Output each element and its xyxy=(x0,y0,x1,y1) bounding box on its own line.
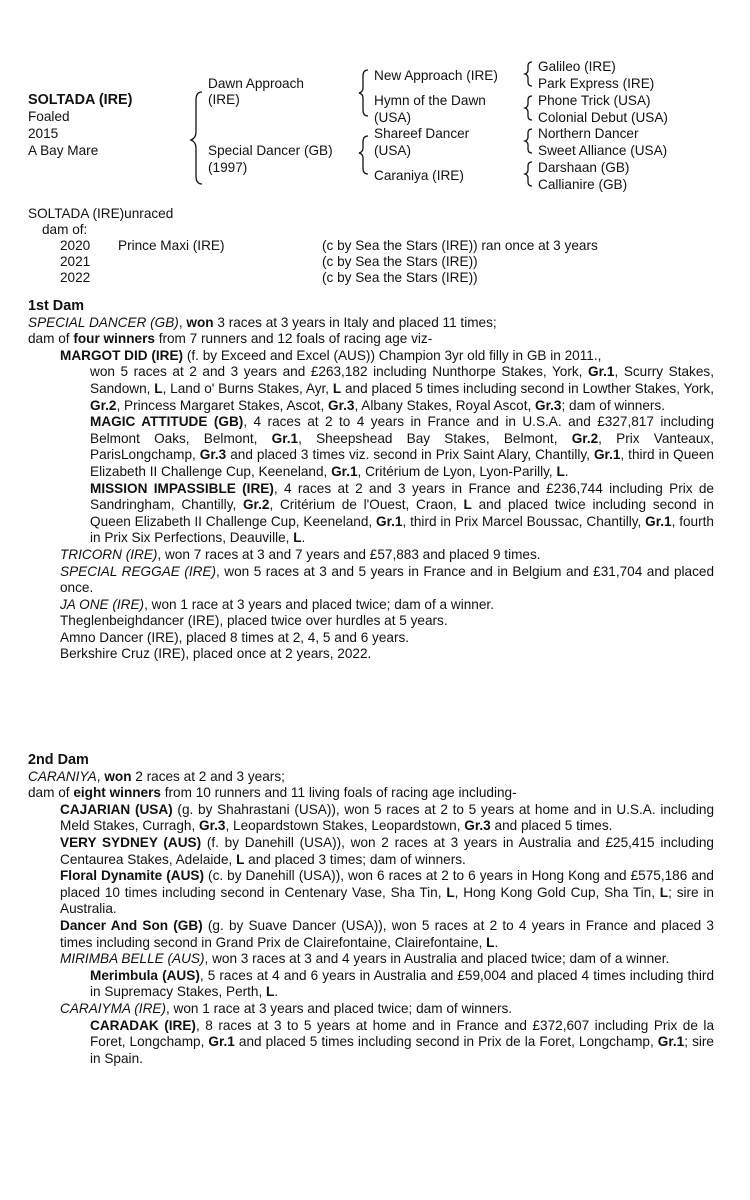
sire-name: Dawn Approach xyxy=(208,76,304,91)
ds-sire: Northern Dancer xyxy=(538,126,639,141)
dam-brace xyxy=(359,136,368,174)
dam-dam: Caraniya (IRE) xyxy=(374,168,464,183)
second-dam-heading: 2nd Dam xyxy=(28,752,89,768)
foaled-label: Foaled xyxy=(28,109,70,124)
ss-brace xyxy=(525,62,532,86)
entry-mission-impassible: MISSION IMPASSIBLE (IRE), 4 races at 2 and 3 years in France and £236,744 including Prix de Sandringham, Chantilly, Gr.2, Critérium de l'Ouest, Craon, L and placed twice including second in Queen Elizabeth II Challenge Cup, Keeneland, Gr.1, third in Prix Marcel Boussac, Chantilly, Gr.1, fourth in Prix Six Perfections, Deauville, L. xyxy=(90,480,714,546)
produce-year: 2020 xyxy=(60,238,91,253)
dam-sire: Shareef Dancer xyxy=(374,126,470,141)
entry-merimbula: Merimbula (AUS), 5 races at 4 and 6 years in Australia and £59,004 and placed 4 times including third in Supremacy Stakes, Perth, L. xyxy=(90,967,714,1000)
sire-sire: New Approach (IRE) xyxy=(374,68,498,83)
entry-magic-attitude: MAGIC ATTITUDE (GB), 4 races at 2 to 4 years in France and in U.S.A. and £327,817 including Belmont Oaks, Belmont, Gr.1, Sheepshead Bay Stakes, Belmont, Gr.2, Prix Vanteaux, ParisLongchamp, Gr.3 and placed 3 times viz. second in Prix Saint Alary, Chantilly, Gr.1, third in Queen Elizabeth II Challenge Cup, Keeneland, Gr.1, Critérium de Lyon, Lyon-Parilly, L. xyxy=(90,414,715,479)
sire-dam: Hymn of the Dawn xyxy=(374,93,486,108)
horse-name: SOLTADA (IRE) xyxy=(28,92,133,108)
produce-note: (c by Sea the Stars (IRE)) ran once at 3 years xyxy=(322,238,598,253)
first-dam-line: SPECIAL DANCER (GB), won 3 races at 3 years in Italy and placed 11 times; xyxy=(28,314,497,330)
dd-sire: Darshaan (GB) xyxy=(538,160,630,175)
dam-year: (1997) xyxy=(208,160,248,175)
main-brace xyxy=(191,92,202,184)
sire-dam-country: (USA) xyxy=(374,110,412,125)
entry-berkshire-cruz: Berkshire Cruz (IRE), placed once at 2 years, 2022. xyxy=(60,646,372,662)
sd-dam: Colonial Debut (USA) xyxy=(538,110,668,125)
sire-brace xyxy=(359,70,368,116)
dam-name: Special Dancer (GB) xyxy=(208,143,333,158)
second-dam-line: CARANIYA, won 2 races at 2 and 3 years; xyxy=(28,768,285,784)
entry-margot-did: MARGOT DID (IRE) (f. by Exceed and Excel (AUS)) Champion 3yr old filly in GB in 2011., won 5 races at 2 and 3 years and £263,182 including Nunthorpe Stakes, York, Gr.1, Scurry Stakes, Sandown, L, Land o' Burns Stakes, Ayr, L and placed 5 times including second in Lowther Stakes, York, Gr.2, Princess Margaret Stakes, Ascot, Gr.3, Albany Stakes, Royal Ascot, Gr.3; dam of winners. xyxy=(60,347,715,413)
entry-caradak: CARADAK (IRE), 8 races at 3 to 5 years at home and in France and £372,607 including Prix de la Foret, Longchamp, Gr.1 and placed 5 times including second in Prix de la Foret, Longchamp, Gr.1; sire in Spain. xyxy=(90,1017,715,1066)
entry-dancer-and-son: Dancer And Son (GB) (g. by Suave Dancer (USA)), won 5 races at 2 to 4 years in France and placed 3 times including second in Grand Prix de Clairefontaine, Clairefontaine, L. xyxy=(60,917,714,950)
second-dam-produce-summary: dam of eight winners from 10 runners and 11 living foals of racing age including- xyxy=(28,785,517,801)
entry-cajarian: CAJARIAN (USA) (g. by Shahrastani (USA)), won 5 races at 2 to 5 years at home and in U.S.A. including Meld Stakes, Curragh, Gr.3, Leopardstown Stakes, Leopardstown, Gr.3 and placed 5 times. xyxy=(60,801,714,834)
horse-description: A Bay Mare xyxy=(28,143,99,158)
dd-brace xyxy=(525,162,532,186)
second-dam-section xyxy=(0,752,750,1067)
first-dam-heading: 1st Dam xyxy=(28,298,84,314)
entry-mirimba-belle: MIRIMBA BELLE (AUS), won 3 races at 3 and 4 years in Australia and placed twice; dam of a winner. xyxy=(60,951,670,967)
entry-ja-one: JA ONE (IRE), won 1 race at 3 years and placed twice; dam of a winner. xyxy=(60,596,494,612)
sd-brace xyxy=(525,96,532,120)
ds-dam: Sweet Alliance (USA) xyxy=(538,143,668,158)
entry-floral-dynamite: Floral Dynamite (AUS) (c. by Danehill (USA)), won 6 races at 2 to 6 years in Hong Kong and £575,186 and placed 10 times including second in Centenary Vase, Sha Tin, L, Hong Kong Gold Cup, Sha Tin, L; sire in Australia. xyxy=(60,868,714,917)
produce-note: (c by Sea the Stars (IRE)) xyxy=(322,254,478,269)
produce-dam-of: dam of: xyxy=(42,222,88,237)
entry-caraiyma: CARAIYMA (IRE), won 1 race at 3 years and placed twice; dam of winners. xyxy=(60,1000,513,1016)
dd-dam: Callianire (GB) xyxy=(538,177,628,192)
entry-theglenbeighdancer: Theglenbeighdancer (IRE), placed twice over hurdles at 5 years. xyxy=(60,613,448,629)
sd-sire: Phone Trick (USA) xyxy=(538,93,651,108)
dam-sire-country: (USA) xyxy=(374,143,412,158)
produce-year: 2021 xyxy=(60,254,91,269)
produce-year: 2022 xyxy=(60,270,91,285)
produce-intro: SOLTADA (IRE)unraced xyxy=(28,206,174,221)
sire-country: (IRE) xyxy=(208,92,240,107)
produce-note: (c by Sea the Stars (IRE)) xyxy=(322,270,478,285)
entry-tricorn: TRICORN (IRE), won 7 races at 3 and 7 years and £57,883 and placed 9 times. xyxy=(60,546,541,562)
entry-special-reggae: SPECIAL REGGAE (IRE), won 5 races at 3 and 5 years in France and in Belgium and £31,704 and placed once. xyxy=(60,563,714,596)
ss-sire: Galileo (IRE) xyxy=(538,59,616,74)
entry-amno-dancer: Amno Dancer (IRE), placed 8 times at 2, 4, 5 and 6 years. xyxy=(60,629,410,645)
entry-very-sydney: VERY SYDNEY (AUS) (f. by Danehill (USA)), won 2 races at 3 years in Australia and £25,415 including Centaurea Stakes, Adelaide, L and placed 3 times; dam of winners. xyxy=(60,834,714,867)
ds-brace xyxy=(525,129,532,153)
ss-dam: Park Express (IRE) xyxy=(538,76,655,91)
first-dam-section xyxy=(0,298,750,663)
first-dam-produce-summary: dam of four winners from 7 runners and 12 foals of racing age viz- xyxy=(28,331,433,347)
produce-name: Prince Maxi (IRE) xyxy=(118,238,225,253)
foaled-year: 2015 xyxy=(28,126,59,141)
